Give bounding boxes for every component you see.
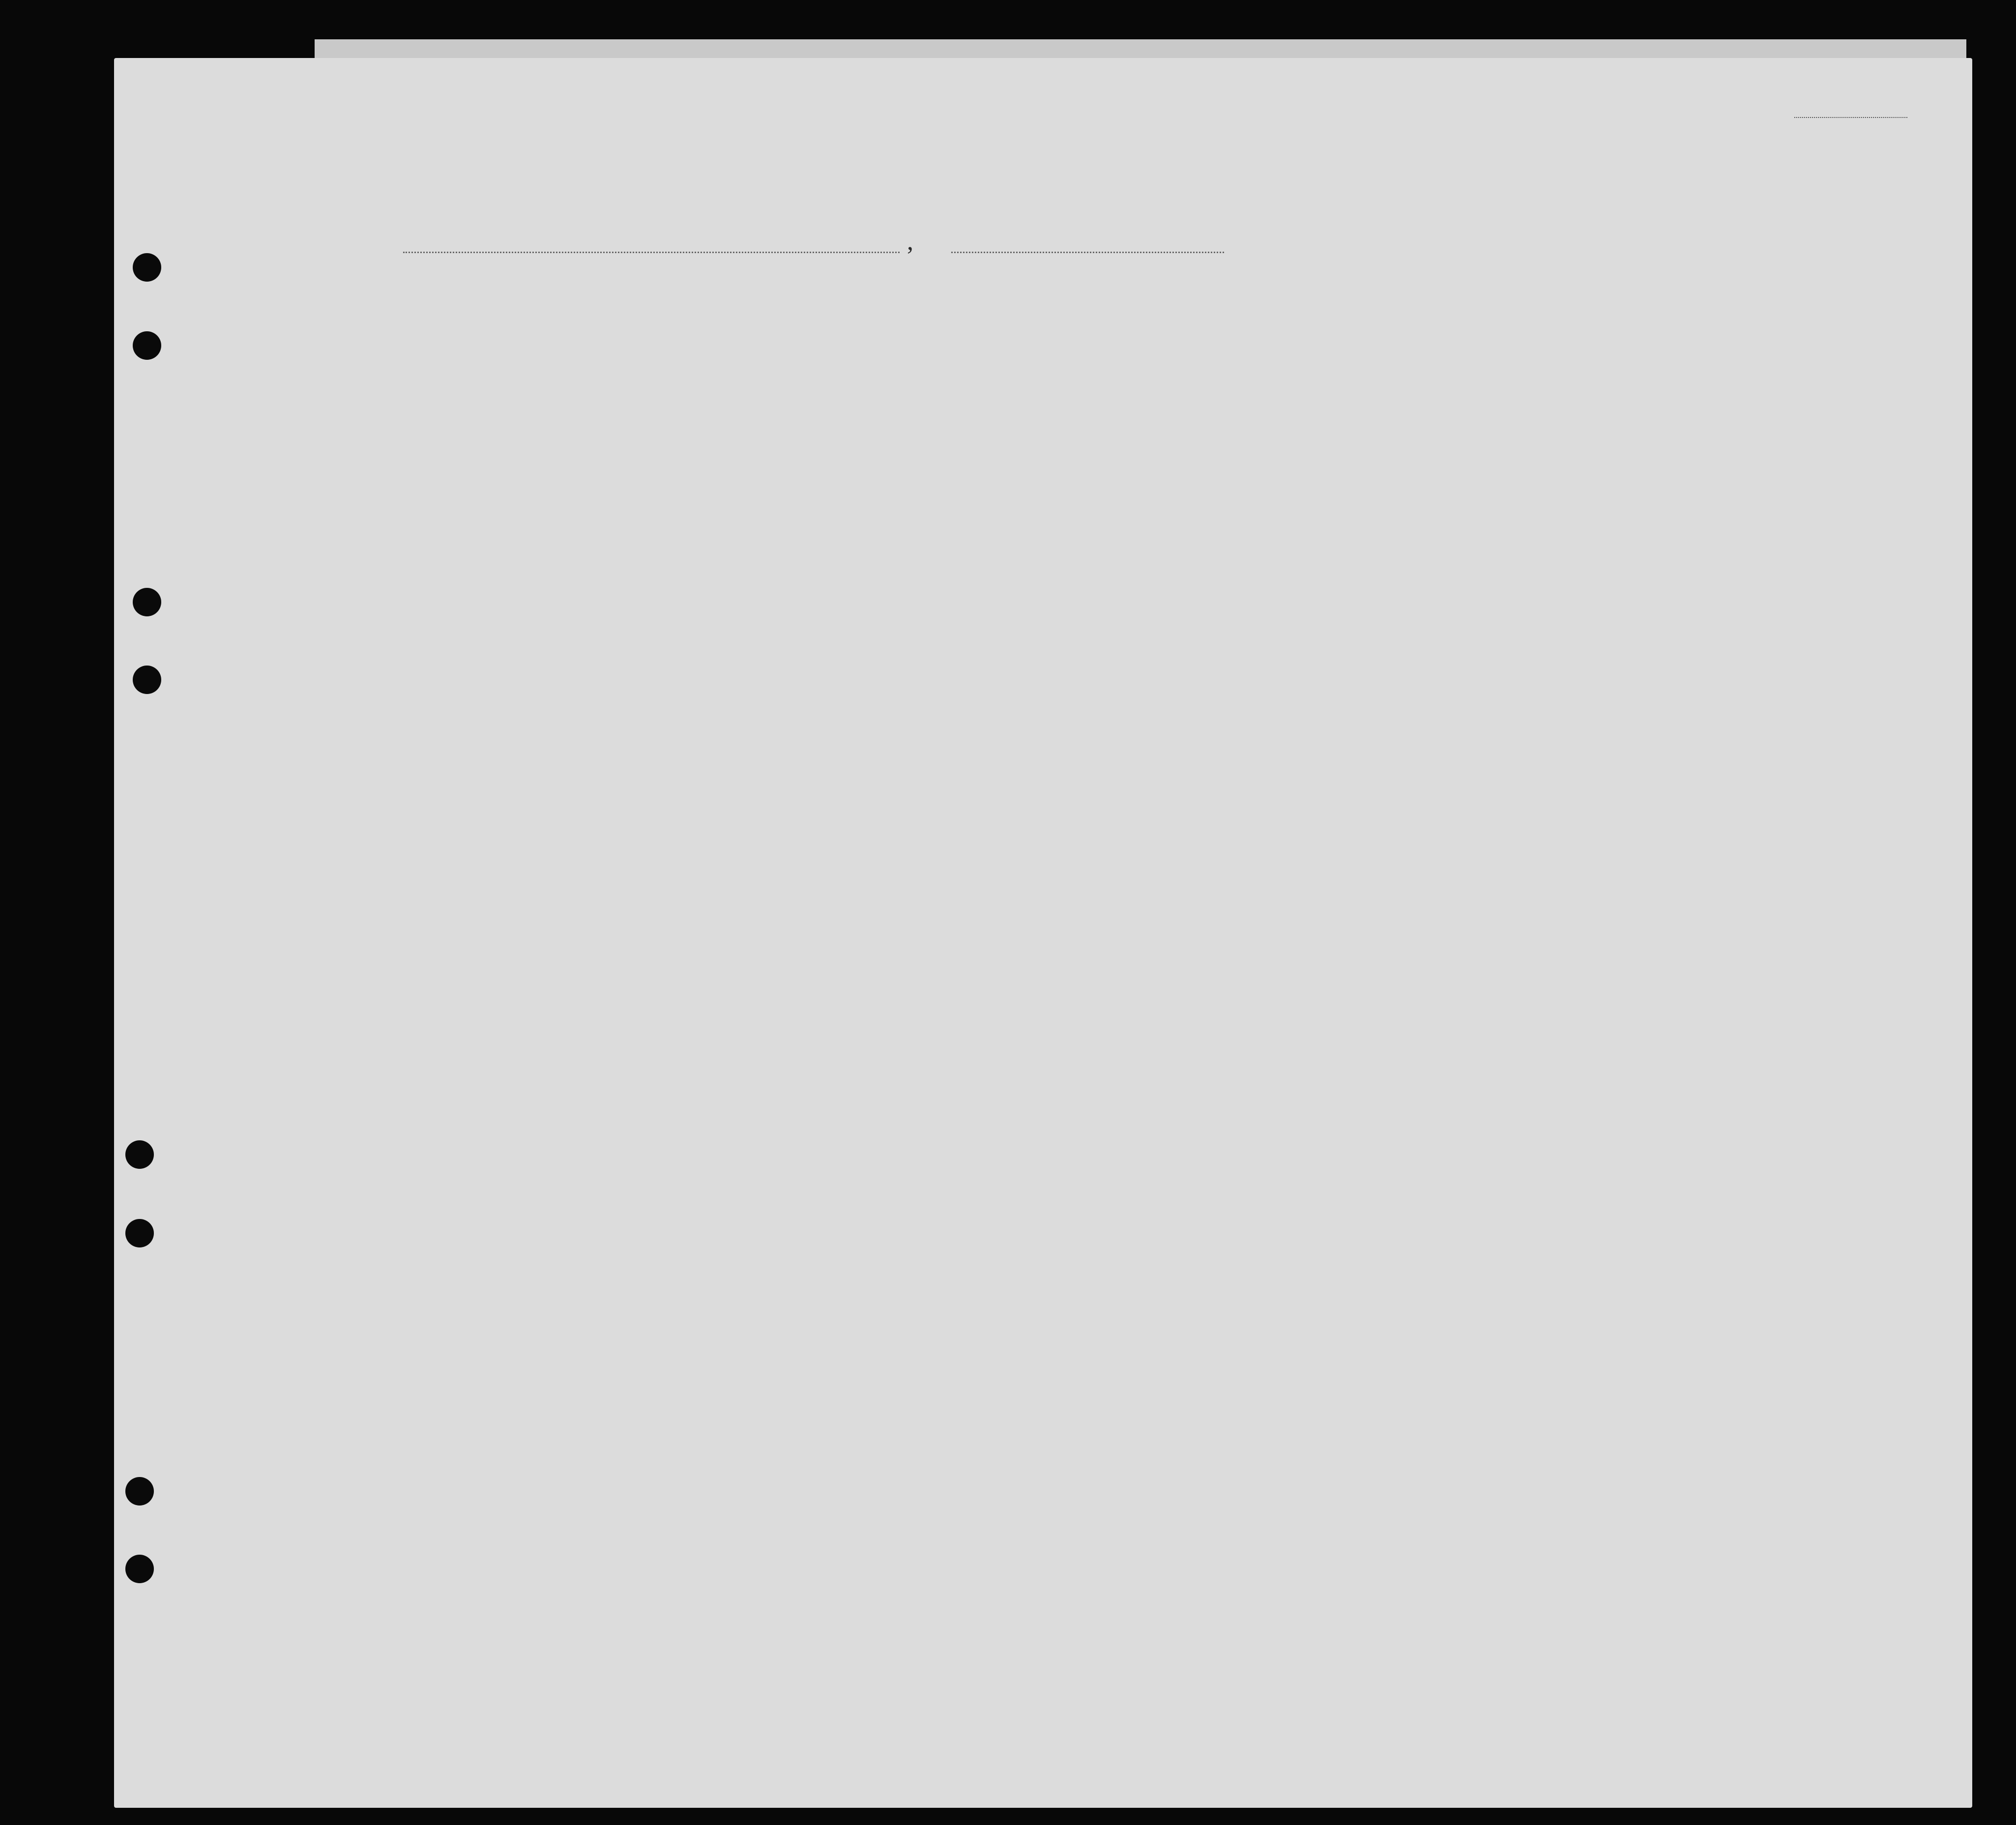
comma: , (907, 228, 913, 256)
